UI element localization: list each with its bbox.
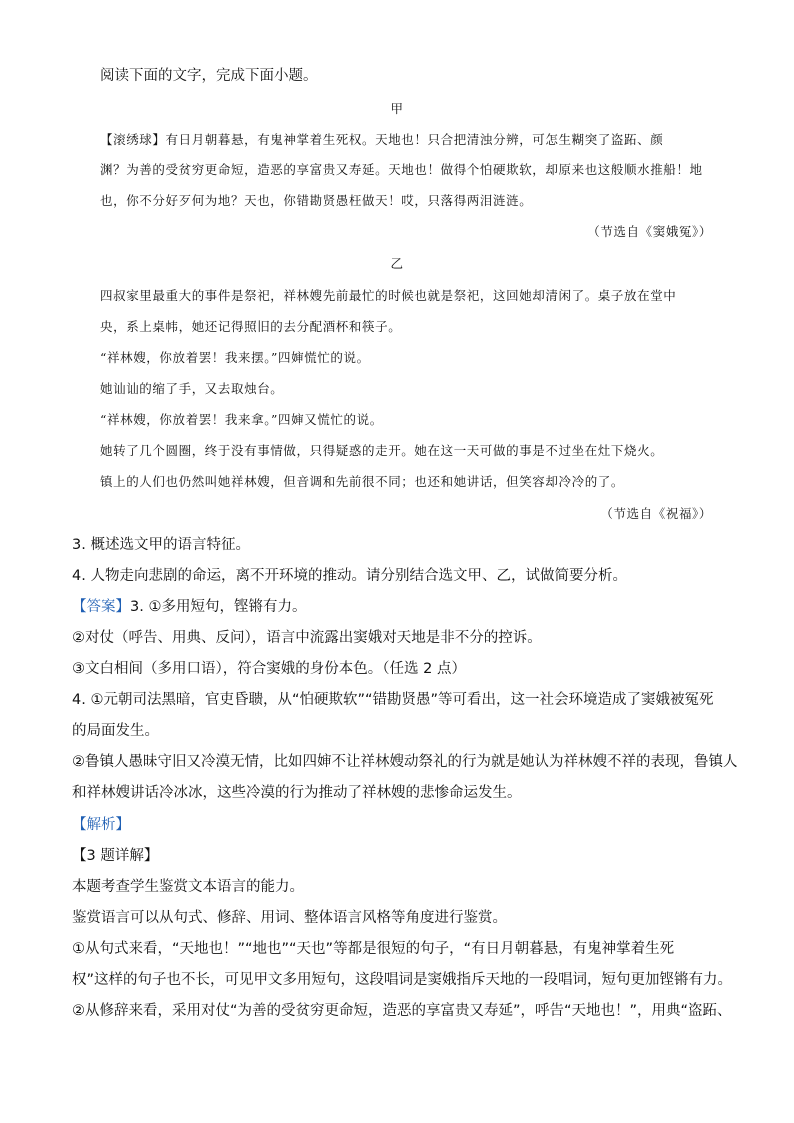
passage-a-line: 【滚绣球】有日月朝暮悬，有鬼神掌着生死权。天地也！只合把清浊分辨，可怎生糊突了盗跖、颜 xyxy=(100,132,664,147)
passage-b-line: “祥林嫂，你放着罢！我来摆。”四婶慌忙的说。 xyxy=(100,350,370,365)
analysis-line: 本题考查学生鉴赏文本语言的能力。 xyxy=(72,879,304,895)
intro-instruction: 阅读下面的文字，完成下面小题。 xyxy=(100,68,318,84)
analysis-label: 【解析】 xyxy=(72,817,130,833)
answer-line: ②鲁镇人愚昧守旧又冷漠无情，比如四婶不让祥林嫂动祭礼的行为就是她认为祥林嫂不祥的表现，鲁镇人 xyxy=(72,754,738,770)
analysis-line: ①从句式来看，“天地也！”“地也”“天也”等都是很短的句子，“有日月朝暮悬，有鬼神掌着生死 xyxy=(72,941,675,957)
question-4: 4. 人物走向悲剧的命运，离不开环境的推动。请分别结合选文甲、乙，试做简要分析。 xyxy=(72,568,627,584)
passage-b-line: 她转了几个圆圈，终于没有事情做，只得疑惑的走开。她在这一天可做的事是不过坐在灶下烧火。 xyxy=(100,443,664,458)
passage-a-source: （节选自《窦娥冤》） xyxy=(587,224,712,239)
passage-b-line: 镇上的人们也仍然叫她祥林嫂，但音调和先前很不同；也还和她讲话，但笑容却冷冷的了。 xyxy=(100,474,625,489)
passage-b-source: （节选自《祝福》） xyxy=(600,506,712,521)
answer-line: 和祥林嫂讲话冷冰冰，这些冷漠的行为推动了祥林嫂的悲惨命运发生。 xyxy=(72,785,522,801)
passage-b-line: 她讪讪的缩了手，又去取烛台。 xyxy=(100,381,284,396)
passage-b-line: 央，系上桌帏，她还记得照旧的去分配酒杯和筷子。 xyxy=(100,319,402,334)
passage-a-heading: 甲 xyxy=(390,101,404,116)
answer-line: ③文白相间（多用口语），符合窦娥的身份本色。（任选 2 点） xyxy=(72,661,466,677)
passage-b-heading: 乙 xyxy=(390,256,404,271)
analysis-line: 权”这样的句子也不长，可见甲文多用短句，这段唱词是窦娥指斥天地的一段唱词，短句更加铿锵有力。 xyxy=(72,972,733,988)
analysis-sub-heading: 【3 题详解】 xyxy=(72,848,159,864)
passage-a-line: 也，你不分好歹何为地？天也，你错勘贤愚枉做天！哎，只落得两泪涟涟。 xyxy=(100,193,533,208)
passage-b-line: 四叔家里最重大的事件是祭祀，祥林嫂先前最忙的时候也就是祭祀，这回她却清闲了。桌子放在堂中 xyxy=(100,288,677,303)
answer-line: ②对仗（呼告、用典、反问），语言中流露出窦娥对天地是非不分的控诉。 xyxy=(72,630,542,646)
analysis-line: 鉴赏语言可以从句式、修辞、用词、整体语言风格等角度进行鉴赏。 xyxy=(72,910,507,926)
passage-b-line: “祥林嫂，你放着罢！我来拿。”四婶又慌忙的说。 xyxy=(100,412,383,427)
passage-a-line: 渊？为善的受贫穷更命短，造恶的享富贵又寿延。天地也！做得个怕硬欺软，却原来也这般顺水推船！地 xyxy=(100,162,703,177)
answer-line: 4. ①元朝司法黑暗，官吏昏聩，从“怕硬欺软”“错勘贤愚”等可看出，这一社会环境造成了窦娥被冤死 xyxy=(72,692,714,708)
question-3: 3. 概述选文甲的语言特征。 xyxy=(72,537,250,553)
answer-label: 【答案】 xyxy=(72,599,130,615)
answer-text: 3. ①多用短句，铿锵有力。 xyxy=(130,599,307,615)
answer-line-first xyxy=(72,597,306,617)
answer-line: 的局面发生。 xyxy=(72,723,159,739)
analysis-line: ②从修辞来看，采用对仗“为善的受贫穷更命短，造恶的享富贵又寿延”，呼告“天地也！”，用典“盗跖、 xyxy=(72,1003,732,1019)
